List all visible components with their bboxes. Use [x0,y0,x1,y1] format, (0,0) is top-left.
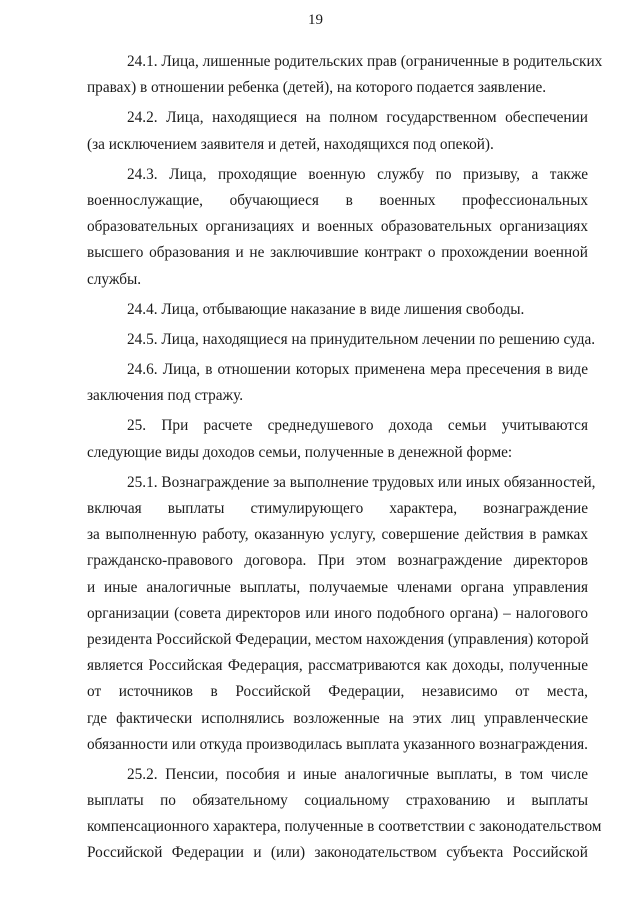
text-line: следующие виды доходов семьи, полученные в денежной форме: [87,443,513,461]
text-line: организации (совета директоров или иного подобного органа) – налогового [87,604,588,622]
text-line: 24.1. Лица, лишенные родительских прав (ограниченные в родительских [127,53,603,70]
paragraph-24-1 [87,49,603,101]
text-line: правах) в отношении ребенка (детей), на которого подается заявление. [87,79,547,97]
text-line: обязанности или откуда производилась выплата указанного вознаграждения. [87,735,589,753]
text-line: заключения под стражу. [87,387,244,405]
document-body [87,49,603,871]
paragraph-25-2 [87,762,602,867]
text-line: выплаты по обязательному социальному страхованию и выплаты [87,792,588,810]
text-line: и иные аналогичные выплаты, получаемые членами органа управления [87,578,588,596]
text-line: 24.5. Лица, находящиеся на принудительном лечении по решению суда. [127,330,596,348]
text-line: компенсационного характера, полученные в соответствии с законодательством [87,818,602,836]
paragraph-24-3 [87,162,588,293]
text-line: 24.4. Лица, отбывающие наказание в виде лишения свободы. [127,300,525,318]
text-line: является Российская Федерация, рассматриваются как доходы, полученные [87,657,588,675]
text-line: гражданско-правового договора. При этом вознаграждение директоров [87,552,588,570]
paragraph-24-6 [87,357,588,409]
text-line: за выполненную работу, оказанную услугу, совершение действия в рамках [87,526,588,544]
text-line: 25.2. Пенсии, пособия и иные аналогичные выплаты, в том числе [127,765,588,783]
text-line: резидента Российской Федерации, местом нахождения (управления) которой [87,630,589,648]
text-line: военнослужащие, обучающиеся в военных профессиональных [87,191,588,209]
paragraph-24-4 [87,297,588,323]
text-line: от источников в Российской Федерации, независимо от места, [87,683,588,701]
paragraph-24-2 [87,105,588,157]
text-line: где фактически исполнялись возложенные на этих лиц управленческие [87,709,588,727]
text-line: включая выплаты стимулирующего характера, вознаграждение [87,500,588,517]
text-line: 24.6. Лица, в отношении которых применена мера пресечения в виде [127,361,588,379]
text-line: (за исключением заявителя и детей, находящихся под опекой). [87,135,494,153]
text-line: 24.2. Лица, находящиеся на полном государственном обеспечении [127,109,588,127]
text-line: 25. При расчете среднедушевого дохода семьи учитываются [127,417,588,435]
paragraph-25-1 [87,470,596,758]
text-line: образовательных организациях и военных образовательных организациях [87,218,588,236]
paragraph-25 [87,413,588,465]
page-number: 19 [308,12,323,28]
text-line: 25.1. Вознаграждение за выполнение трудовых или иных обязанностей, [127,473,596,491]
text-line: Российской Федерации и (или) законодательством субъекта Российской [87,844,588,862]
text-line: 24.3. Лица, проходящие военную службу по призыву, а также [127,165,588,183]
text-line: высшего образования и не заключившие контракт о прохождении военной [87,244,588,262]
paragraph-24-5 [87,327,596,353]
text-line: службы. [87,270,142,288]
